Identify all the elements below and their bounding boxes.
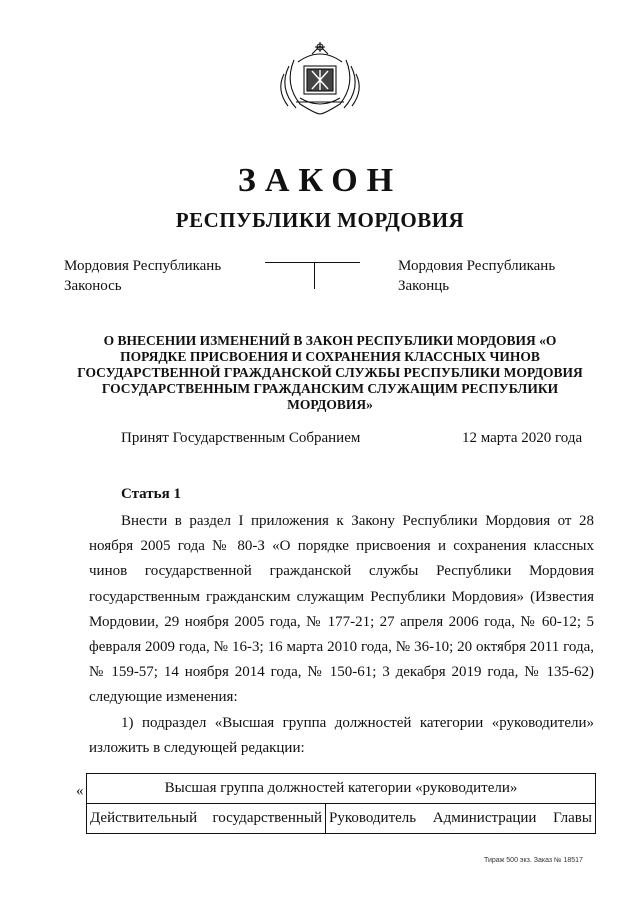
table-cell-position: [87, 804, 326, 834]
law-title: О ВНЕСЕНИИ ИЗМЕНЕНИЙ В ЗАКОН РЕСПУБЛИКИ МОРДОВИЯ «О ПОРЯДКЕ ПРИСВОЕНИЯ И СОХРАНЕНИЯ КЛАССНЫХ ЧИНОВ ГОСУДАРСТВЕННОЙ ГРАЖДАНСКОЙ СЛУЖБЫ РЕСПУБЛИКИ МОРДОВИЯ ГОСУДАРСТВЕННЫМ ГРАЖДАНСКИМ СЛУЖАЩИМ РЕСПУБЛИКИ МОРДОВИЯ»: [77, 333, 583, 412]
cell-word: государственный: [212, 810, 322, 826]
cell-word: Руководитель: [329, 810, 417, 826]
adopted-by: Принят Государственным Собранием: [121, 430, 361, 446]
document-type-heading: ЗАКОН: [237, 162, 403, 199]
moksha-label-line-1: Мордовия Республикань: [64, 258, 222, 274]
erzya-label-line-1: Мордовия Республикань: [398, 258, 556, 274]
header-separator-horizontal: [265, 262, 360, 263]
article-paragraph: 1) подраздел «Высшая группа должностей категории «руководители» изложить в следующей редакции:: [89, 714, 594, 756]
erzya-label-line-2: Законць: [398, 278, 450, 294]
moksha-label-line-2: Законось: [64, 278, 122, 294]
article-paragraph: Внести в раздел I приложения к Закону Республики Мордовия от 28 ноября 2005 года № 80-З «О порядке присвоения и сохранения классных чинов государственной гражданской службы Республики Мордовия государственным гражданским служащим Республики Мордовия» (Известия Мордовии, 29 ноября 2005 года, № 177-21; 27 апреля 2006 года, № 60-12; 5 февраля 2009 года, № 16-3; 16 марта 2010 года, № 36-10; 20 октября 2011 года, № 159-57; 14 ноября 2014 года, № 150-61; 3 декабря 2019 года, № 135-62) следующие изменения:: [89, 513, 594, 706]
table-header-cell: Высшая группа должностей категории «руководители»: [87, 774, 596, 804]
adoption-date: 12 марта 2020 года: [462, 430, 583, 446]
print-run-note: Тираж 500 экз. Заказ № 18517: [484, 857, 583, 864]
coat-of-arms-emblem: [266, 40, 374, 116]
moksha-label: [64, 256, 221, 296]
article-heading: Статья 1: [121, 486, 181, 502]
cell-word: Администрации: [432, 810, 537, 826]
republic-heading: РЕСПУБЛИКИ МОРДОВИЯ: [175, 208, 465, 232]
header-separator-vertical: [314, 262, 315, 289]
cell-word: Главы: [553, 810, 592, 826]
erzya-label: [398, 256, 555, 296]
article-body: [89, 509, 594, 761]
cell-word: Действительный: [90, 810, 198, 826]
positions-table: [86, 773, 596, 834]
table-quote-mark: «: [76, 783, 84, 799]
table-cell-position-title: [326, 804, 596, 834]
